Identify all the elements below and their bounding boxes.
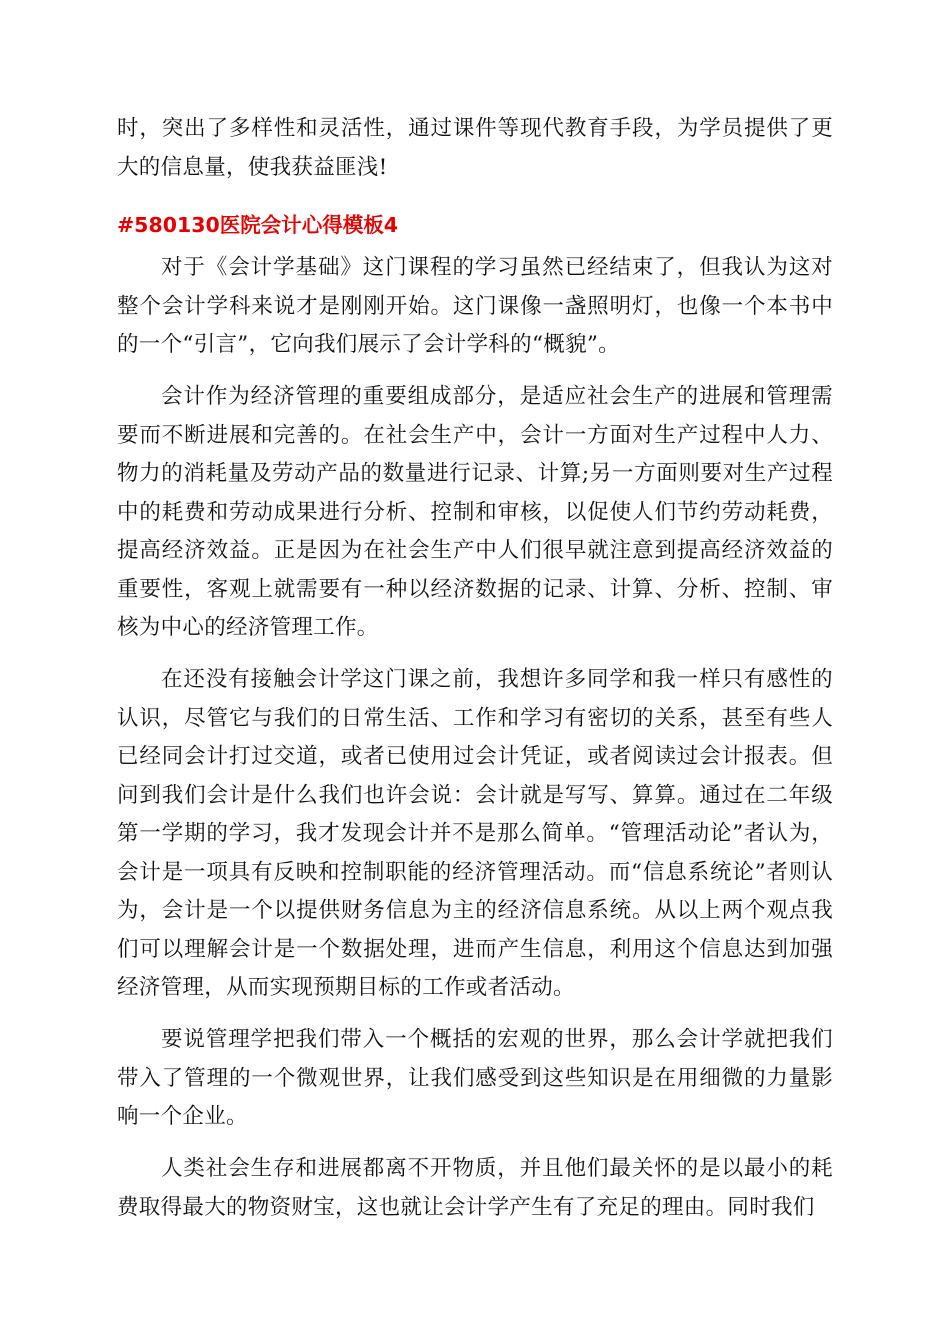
body-paragraph-1: 对于《会计学基础》这门课程的学习虽然已经结束了，但我认为这对整个会计学科来说才是刚刚开始。这门课像一盏照明灯，也像一个本书中的一个“引言”，它向我们展示了会计学科的“概貌”。 <box>117 255 833 357</box>
intro-continuation-paragraph: 时，突出了多样性和灵活性，通过课件等现代教育手段，为学员提供了更大的信息量，使我获益匪浅! <box>117 116 833 180</box>
body-paragraph-2: 会计作为经济管理的重要组成部分，是适应社会生产的进展和管理需要而不断进展和完善的。在社会生产中，会计一方面对生产过程中人力、物力的消耗量及劳动产品的数量进行记录、计算;另一方面则要对生产过程中的耗费和劳动成果进行分析、控制和审核，以促使人们节约劳动耗费，提高经济效益。正是因为在社会生产中人们很早就注意到提高经济效益的重要性，客观上就需要有一种以经济数据的记录、计算、分析、控制、审核为中心的经济管理工作。 <box>117 384 833 640</box>
section-heading: #580130医院会计心得模板4 <box>117 213 399 237</box>
body-paragraph-4: 要说管理学把我们带入一个概括的宏观的世界，那么会计学就把我们带入了管理的一个微观世界，让我们感受到这些知识是在用细微的力量影响一个企业。 <box>117 1027 833 1129</box>
body-paragraph-3: 在还没有接触会计学这门课之前，我想许多同学和我一样只有感性的认识，尽管它与我们的日常生活、工作和学习有密切的关系，甚至有些人已经同会计打过交道，或者已使用过会计凭证，或者阅读过会计报表。但问到我们会计是什么我们也许会说：会计就是写写、算算。通过在二年级第一学期的学习，我才发现会计并不是那么简单。“管理活动论”者认为，会计是一项具有反映和控制职能的经济管理活动。而“信息系统论”者则认为，会计是一个以提供财务信息为主的经济信息系统。从以上两个观点我们可以理解会计是一个数据处理，进而产生信息，利用这个信息达到加强经济管理，从而实现预期目标的工作或者活动。 <box>117 667 833 1000</box>
body-paragraph-5: 人类社会生存和进展都离不开物质，并且他们最关怀的是以最小的耗费取得最大的物资财宝，这也就让会计学产生有了充足的理由。同时我们 <box>117 1156 833 1220</box>
